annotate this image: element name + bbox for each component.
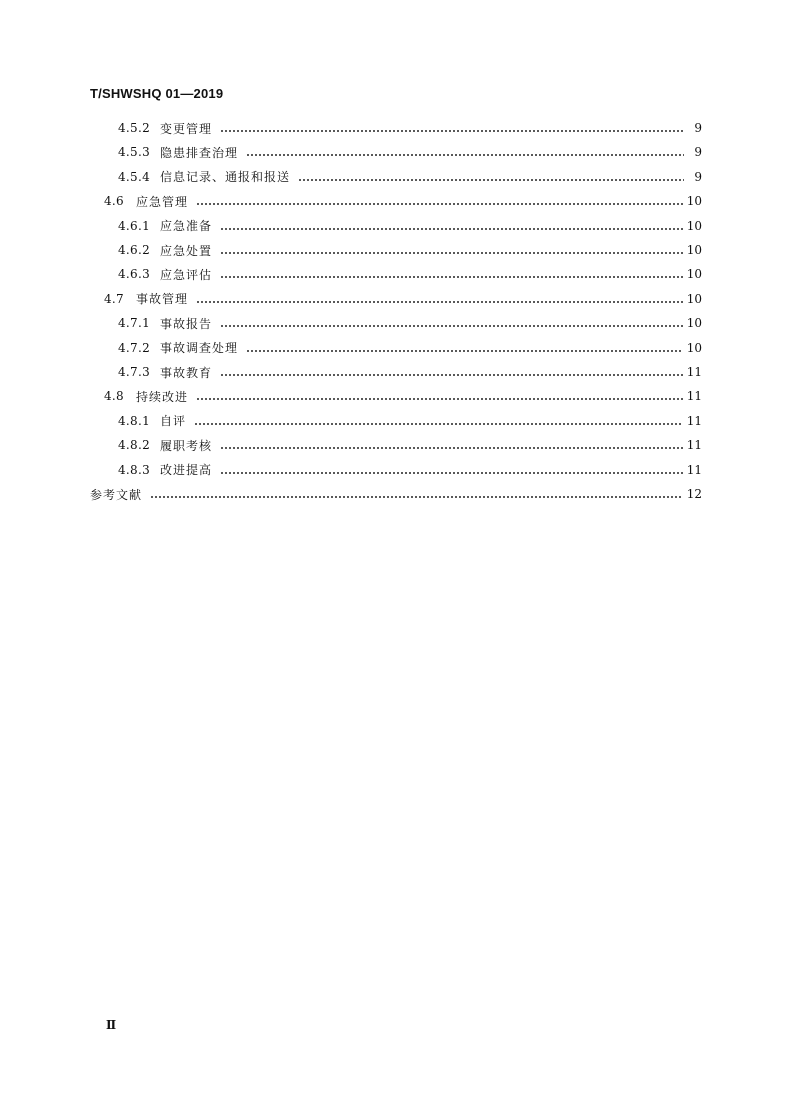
dot-leader: [246, 154, 684, 156]
dot-leader: [220, 276, 683, 278]
toc-entry-number: 4.8.3: [118, 462, 151, 477]
toc-entry-number: 4.6: [104, 194, 124, 209]
dot-leader: [150, 496, 683, 498]
dot-leader: [196, 203, 683, 205]
toc-entry-number: 4.5.4: [118, 169, 151, 184]
toc-entry-number: 4.8.1: [118, 413, 151, 428]
toc-entry[interactable]: [118, 409, 702, 433]
toc-entry-title: 履职考核: [160, 438, 213, 453]
dot-leader: [194, 423, 683, 425]
toc-entry-number: 4.5.3: [118, 145, 151, 160]
toc-entry-title: 应急评估: [160, 267, 213, 282]
toc-entry-page: 10: [686, 243, 702, 257]
toc-entry-title: 隐患排查治理: [160, 145, 239, 160]
toc-entry-page: 9: [694, 169, 702, 184]
dot-leader: [220, 374, 683, 376]
toc-entry-title: 事故教育: [160, 365, 213, 380]
toc-entry-page: 11: [686, 389, 702, 404]
dot-leader: [298, 179, 684, 181]
toc-entry-number: 4.7.2: [118, 340, 151, 355]
toc-entry-page: 10: [686, 194, 702, 209]
dot-leader: [196, 301, 683, 303]
toc-entry-title: 变更管理: [160, 121, 213, 136]
toc-entry-title: 自评: [160, 414, 187, 429]
toc-entry[interactable]: [118, 336, 702, 360]
dot-leader: [220, 252, 683, 254]
toc-entry-title: 持续改进: [136, 389, 189, 404]
toc-entry-page: 11: [686, 462, 702, 477]
toc-entry-page: 11: [686, 413, 702, 428]
toc-entry-number: 4.5.2: [118, 121, 151, 135]
toc-entry-number: 4.7: [104, 291, 124, 306]
toc-entry[interactable]: [118, 458, 702, 482]
toc-entry-page: 10: [686, 291, 702, 306]
toc-entry[interactable]: [118, 360, 702, 384]
toc-entry-page: 12: [686, 487, 702, 501]
toc-entry-number: 4.7.3: [118, 365, 151, 379]
toc-entry-page: 10: [686, 340, 702, 355]
page-number: Ⅱ: [106, 1018, 116, 1032]
toc-entry-title: 改进提高: [160, 463, 213, 478]
toc-entry[interactable]: [118, 140, 702, 164]
dot-leader: [246, 350, 683, 352]
toc-entry-page: 11: [686, 365, 702, 379]
toc-entry-number: 4.6.1: [118, 218, 151, 233]
dot-leader: [196, 398, 683, 400]
document-id-header: T/SHWSHQ 01—2019: [90, 86, 224, 101]
toc-entry[interactable]: [90, 482, 702, 506]
dot-leader: [220, 472, 683, 474]
dot-leader: [220, 447, 683, 449]
toc-entry[interactable]: [118, 262, 702, 286]
toc-entry-title: 应急准备: [160, 219, 213, 234]
dot-leader: [220, 325, 683, 327]
toc-entry-page: 10: [686, 267, 702, 282]
toc-entry-title: 应急管理: [136, 194, 189, 209]
toc-entry[interactable]: [104, 189, 702, 213]
toc-entry-page: 11: [686, 438, 702, 453]
toc-entry-number: 4.6.3: [118, 267, 151, 282]
toc-entry-number: 4.8: [104, 389, 124, 404]
toc-entry[interactable]: [118, 214, 702, 238]
toc-entry[interactable]: [104, 384, 702, 408]
toc-entry[interactable]: [118, 116, 702, 140]
toc-entry[interactable]: [118, 165, 702, 189]
toc-entry-title: 应急处置: [160, 243, 213, 258]
toc-entry[interactable]: [118, 433, 702, 457]
toc-entry[interactable]: [104, 287, 702, 311]
toc-entry[interactable]: [118, 238, 702, 262]
toc-entry-title: 信息记录、通报和报送: [160, 170, 291, 185]
toc-entry-title: 事故管理: [136, 292, 189, 307]
toc-entry-page: 10: [686, 316, 702, 331]
toc-entry[interactable]: [118, 311, 702, 335]
toc-entry-title: 参考文献: [90, 487, 143, 502]
dot-leader: [220, 130, 684, 132]
toc-entry-number: 4.8.2: [118, 438, 151, 453]
toc-entry-page: 9: [694, 121, 702, 135]
toc-entry-title: 事故调查处理: [160, 341, 239, 356]
dot-leader: [220, 228, 683, 230]
toc-entry-page: 10: [686, 218, 702, 233]
toc-entry-page: 9: [694, 145, 702, 160]
toc-entry-title: 事故报告: [160, 316, 213, 331]
toc-entry-number: 4.6.2: [118, 243, 151, 257]
toc-entry-number: 4.7.1: [118, 316, 151, 331]
